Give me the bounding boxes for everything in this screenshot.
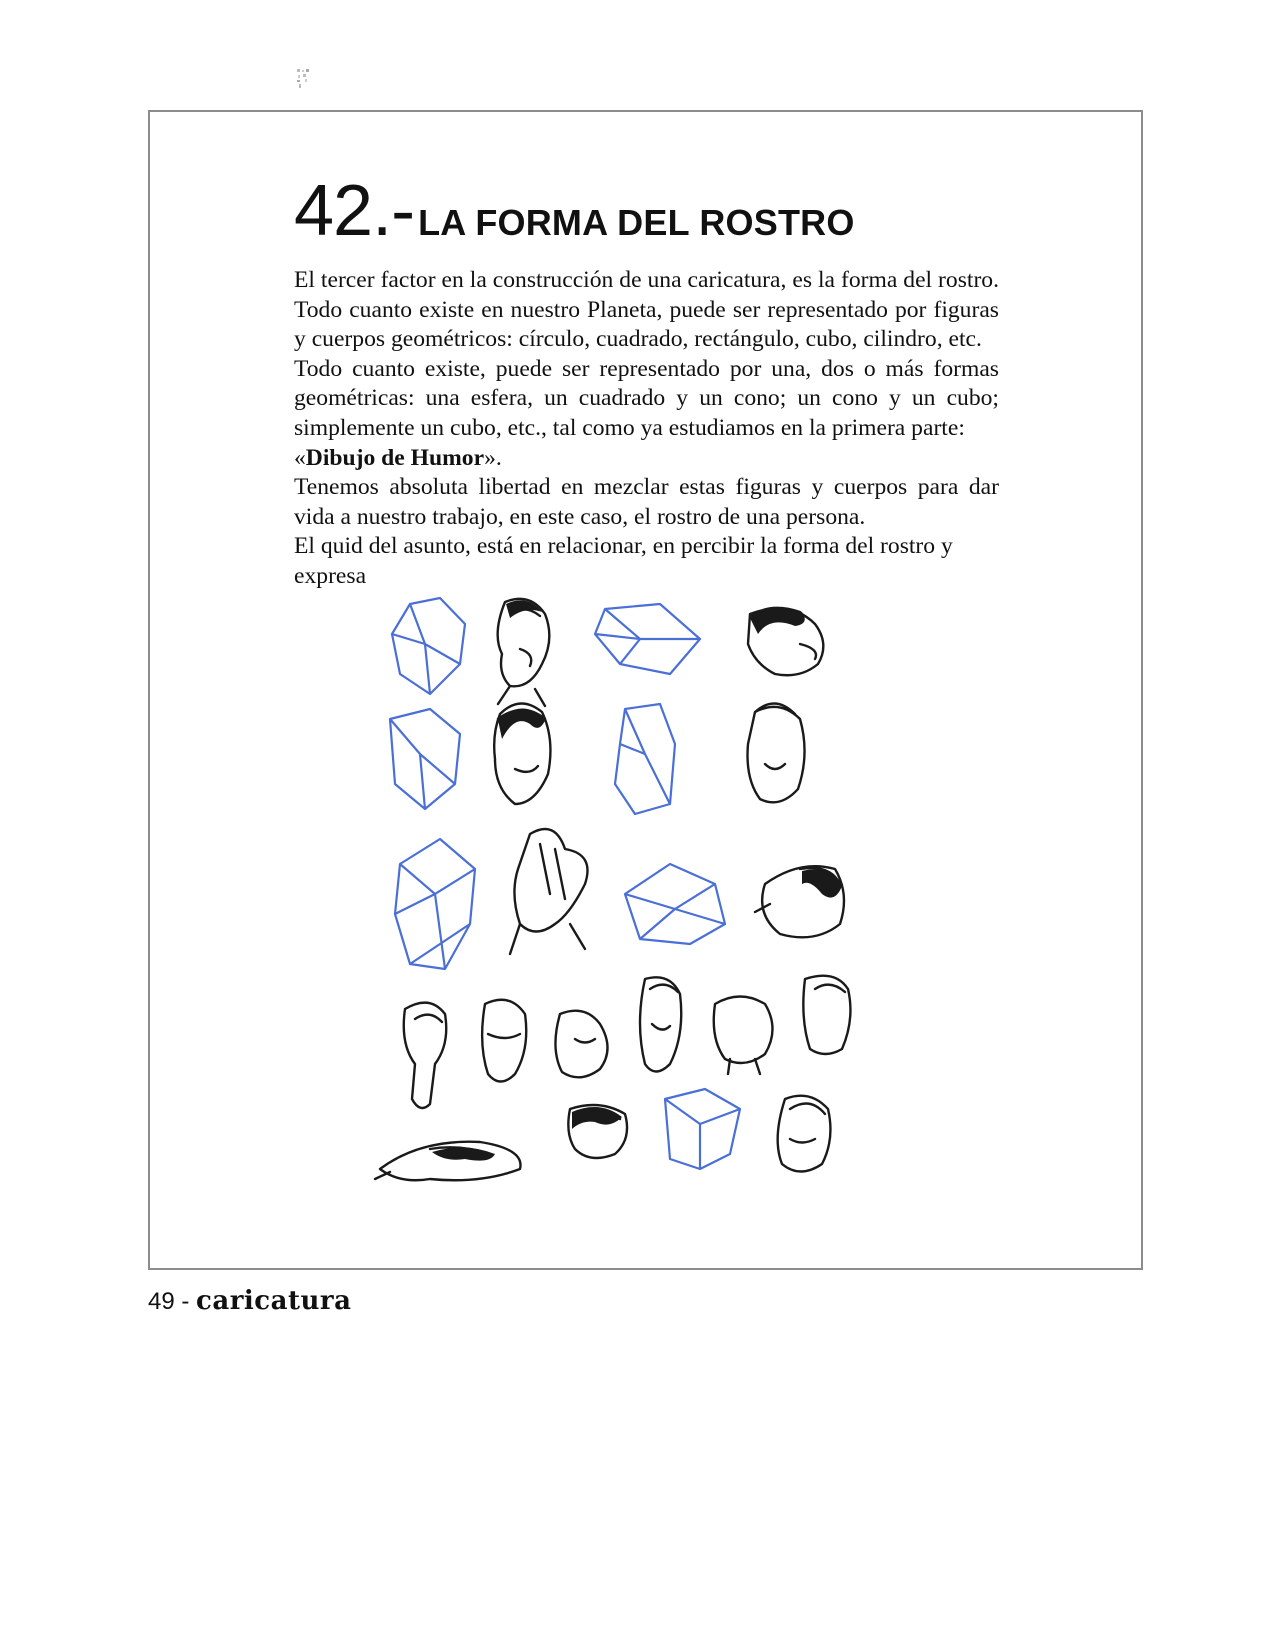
- page-footer: [148, 1286, 351, 1316]
- page-number: 49: [148, 1288, 175, 1315]
- paragraph-4-cut: expresa: [294, 562, 367, 589]
- section-heading: [294, 170, 855, 252]
- geometric-sketches: [390, 598, 740, 1169]
- paragraph-2-text: Todo cuanto existe, puede ser representado por una, dos o más formas geométricas: una esfera, un cuadrado y un cono; un cono y un cubo; simplemente un cubo, etc., tal como ya estudiamos en la primera parte:: [294, 355, 999, 441]
- quote-close: ».: [484, 444, 502, 471]
- paragraph-2-reference: [294, 444, 999, 474]
- paragraph-2: [294, 355, 999, 444]
- caricature-sketches: [370, 594, 878, 1230]
- paragraph-3: Tenemos absoluta libertad en mezclar estas figuras y cuerpos para dar vida a nuestro trabajo, en este caso, el rostro de una persona.: [294, 474, 999, 530]
- section-number: 42.-: [294, 171, 415, 251]
- section-title: LA FORMA DEL ROSTRO: [418, 202, 855, 243]
- quote-open: «: [294, 444, 306, 471]
- paragraph-1: El tercer factor en la construcción de una caricatura, es la forma del rostro. Todo cuanto existe en nuestro Planeta, puede ser representado por figuras y cuerpos geométricos: círculo, cuadrado, rectángulo, cubo, cilindro, etc.: [294, 267, 999, 353]
- scan-mark-icon: [296, 68, 310, 90]
- hair-fills: [432, 600, 842, 1160]
- caricature-faces: [375, 599, 850, 1180]
- paragraph-4: El quid del asunto, está en relacionar, en percibir la forma del rostro y: [294, 533, 953, 560]
- caricature-illustration: [370, 594, 878, 1230]
- footer-separator: -: [174, 1288, 197, 1315]
- body-text: [294, 266, 999, 592]
- footer-brand: caricatura: [196, 1286, 352, 1316]
- book-reference: Dibujo de Humor: [305, 444, 485, 471]
